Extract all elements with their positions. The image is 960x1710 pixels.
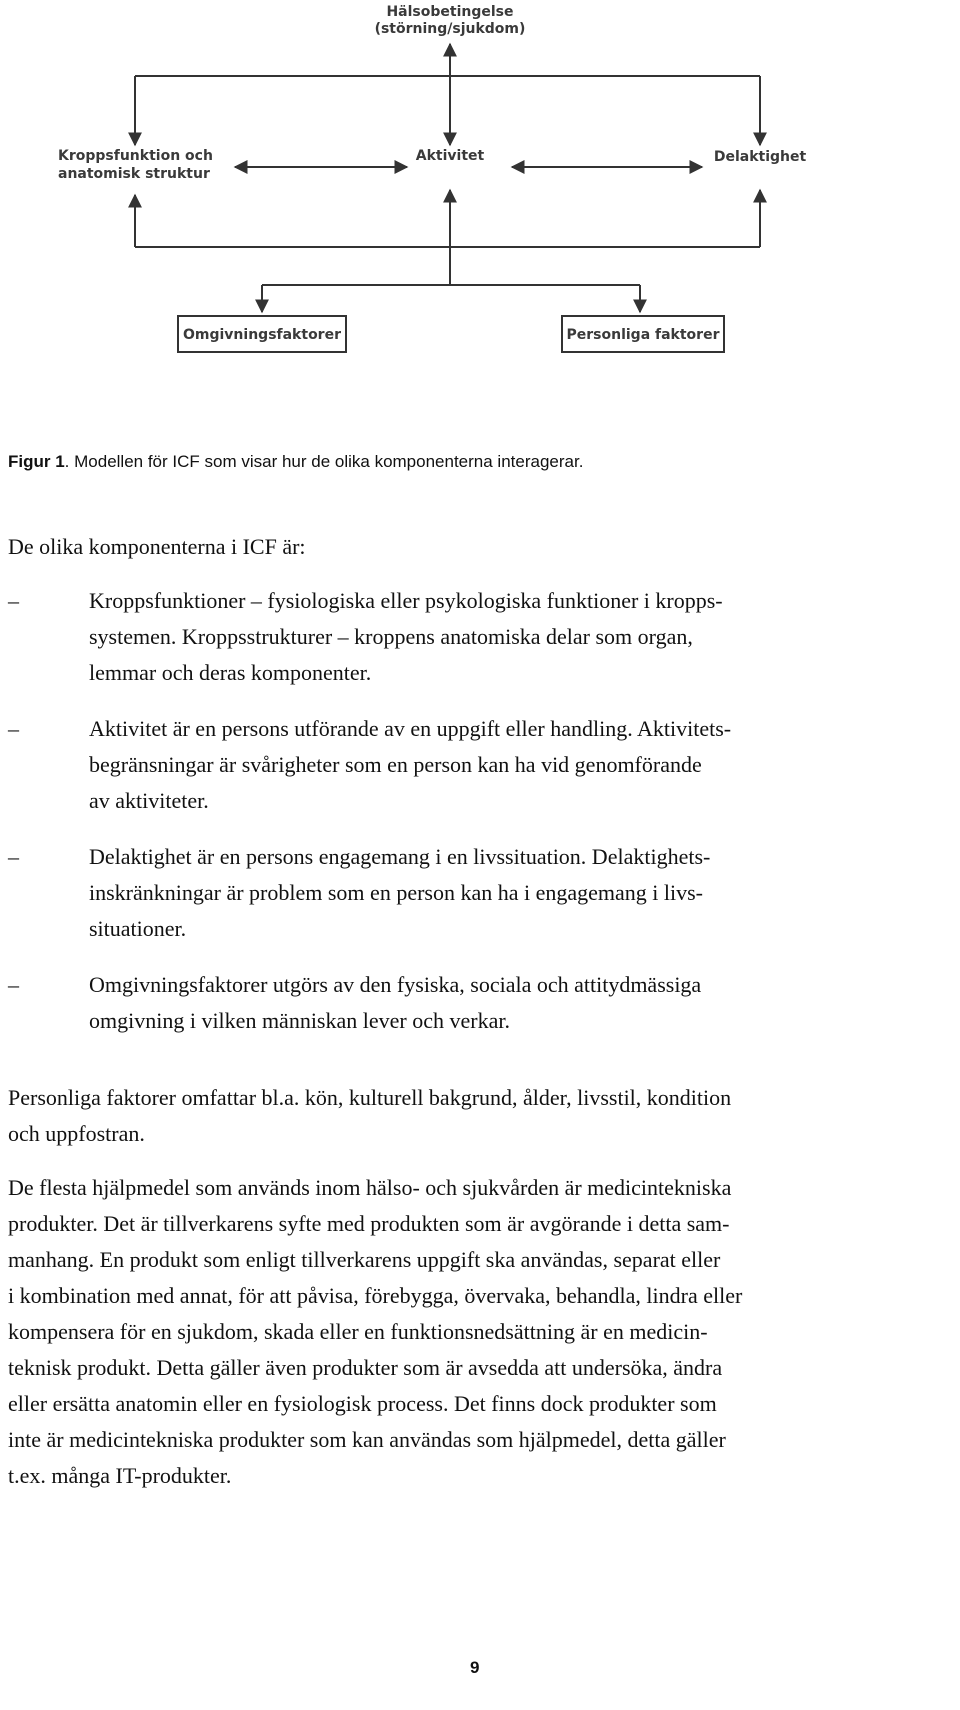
personal-label: Personliga faktorer bbox=[566, 327, 720, 343]
bullet-dash: – bbox=[8, 844, 19, 869]
health-condition-sublabel: (störning/sjukdom) bbox=[374, 21, 526, 37]
paragraph-line: och uppfostran. bbox=[8, 1121, 145, 1146]
paragraph-line: teknisk produkt. Detta gäller även produkter som är avsedda att undersöka, ändra bbox=[8, 1355, 723, 1380]
paragraph-line: i kombination med annat, för att påvisa, förebygga, övervaka, behandla, lindra eller bbox=[8, 1283, 743, 1308]
list-item bbox=[8, 839, 938, 947]
intro-text: De olika komponenterna i ICF är: bbox=[8, 534, 306, 559]
intro-block bbox=[8, 529, 938, 565]
paragraph-line: De flesta hjälpmedel som används inom hälso- och sjukvården är medicintekniska bbox=[8, 1175, 732, 1200]
list-item-line: Aktivitet är en persons utförande av en uppgift eller handling. Aktivitets- bbox=[89, 716, 732, 741]
component-list bbox=[8, 583, 938, 1039]
icf-diagram bbox=[50, 0, 880, 408]
paragraph-medical-devices bbox=[8, 1170, 938, 1494]
list-item bbox=[8, 967, 938, 1039]
bullet-dash: – bbox=[8, 716, 19, 741]
paragraph-line: manhang. En produkt som enligt tillverkarens uppgift ska användas, separat eller bbox=[8, 1247, 721, 1272]
list-item-line: situationer. bbox=[89, 916, 187, 941]
paragraph-line: eller ersätta anatomin eller en fysiologisk process. Det finns dock produkter som bbox=[8, 1391, 717, 1416]
list-item-line: Kroppsfunktioner – fysiologiska eller psykologiska funktioner i kropps- bbox=[89, 588, 723, 613]
list-item-line: lemmar och deras komponenter. bbox=[89, 660, 372, 685]
list-item-line: av aktiviteter. bbox=[89, 788, 209, 813]
list-item bbox=[8, 583, 938, 691]
paragraph-line: produkter. Det är tillverkarens syfte med produkten som är avgörande i detta sam- bbox=[8, 1211, 730, 1236]
caption-text: . Modellen för ICF som visar hur de olika komponenterna interagerar. bbox=[64, 452, 584, 471]
bullet-dash: – bbox=[8, 588, 19, 613]
list-item-line: Delaktighet är en persons engagemang i en livssituation. Delaktighets- bbox=[89, 844, 711, 869]
paragraph-line: t.ex. många IT-produkter. bbox=[8, 1463, 232, 1488]
body-structure-label: anatomisk struktur bbox=[58, 166, 210, 182]
list-item-line: systemen. Kroppsstrukturer – kroppens anatomiska delar som organ, bbox=[89, 624, 693, 649]
paragraph-line: Personliga faktorer omfattar bl.a. kön, kulturell bakgrund, ålder, livsstil, kondition bbox=[8, 1085, 732, 1110]
paragraph-line: kompensera för en sjukdom, skada eller en funktionsnedsättning är en medicin- bbox=[8, 1319, 708, 1344]
participation-label: Delaktighet bbox=[713, 149, 807, 165]
health-condition-label: Hälsobetingelse bbox=[386, 4, 514, 20]
paragraph-line: inte är medicintekniska produkter som kan användas som hjälpmedel, detta gäller bbox=[8, 1427, 726, 1452]
list-item-line: inskränkningar är problem som en person kan ha i engagemang i livs- bbox=[89, 880, 704, 905]
caption-prefix: Figur 1 bbox=[8, 452, 65, 471]
environment-label: Omgivningsfaktorer bbox=[183, 327, 341, 343]
page-number: 9 bbox=[470, 1658, 480, 1677]
body-function-label: Kroppsfunktion och bbox=[58, 148, 213, 164]
activity-label: Aktivitet bbox=[415, 148, 485, 164]
list-item-line: Omgivningsfaktorer utgörs av den fysiska, sociala och attitydmässiga bbox=[89, 972, 702, 997]
paragraph-personal-factors bbox=[8, 1080, 938, 1152]
bullet-dash: – bbox=[8, 972, 19, 997]
icf-model-figure bbox=[50, 0, 880, 408]
list-item-line: begränsningar är svårigheter som en person kan ha vid genomförande bbox=[89, 752, 702, 777]
list-item-line: omgivning i vilken människan lever och verkar. bbox=[89, 1008, 510, 1033]
list-item bbox=[8, 711, 938, 819]
figure-caption bbox=[8, 452, 583, 472]
